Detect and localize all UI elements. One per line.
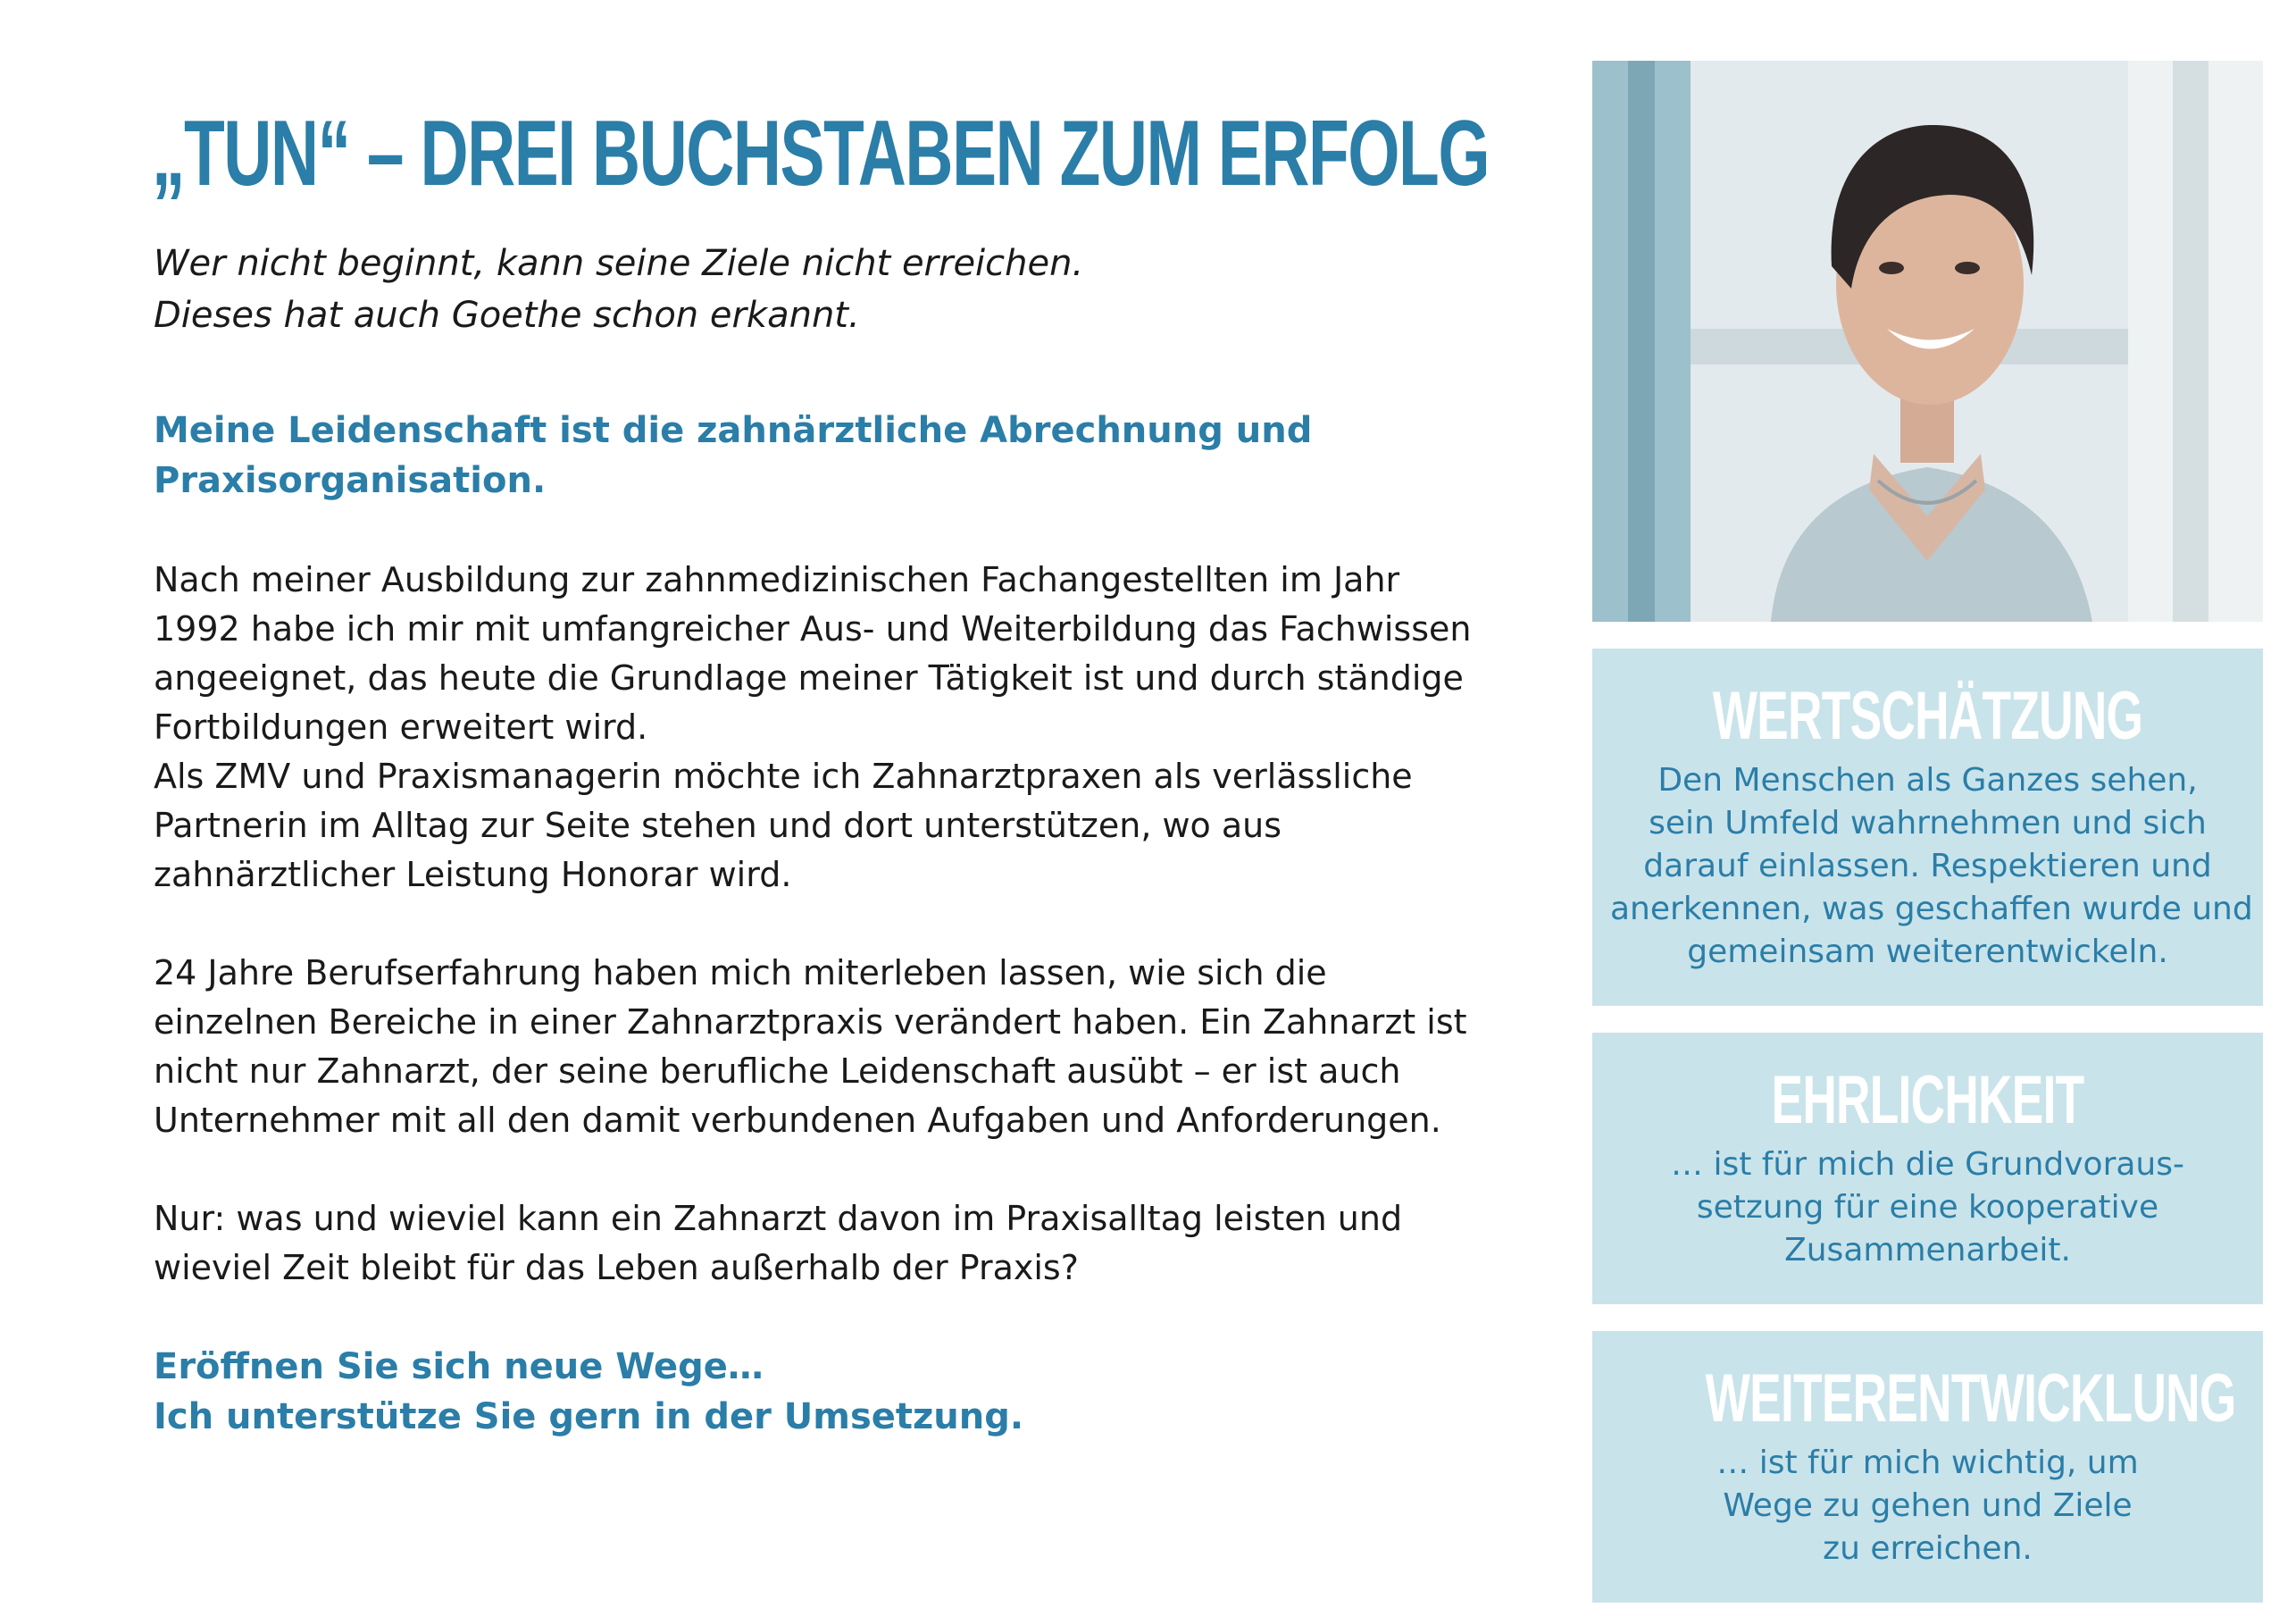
text-line: Nach meiner Ausbildung zur zahnmedizinischen Fachangestellten im Jahr — [154, 560, 1400, 599]
card-line: anerkennen, was geschaffen wurde und — [1610, 891, 2253, 927]
quote-line: Wer nicht beginnt, kann seine Ziele nicht erreichen. — [154, 243, 1084, 284]
paragraph-experience — [154, 949, 1493, 1145]
card-text — [1610, 1143, 2245, 1272]
text-line: Fortbildungen erweitert wird. — [154, 708, 648, 747]
portrait-illustration — [1592, 61, 2263, 622]
card-line: darauf einlassen. Respektieren und — [1643, 848, 2212, 884]
value-card-wertschaetzung — [1592, 649, 2263, 1006]
card-line: Zusammenarbeit. — [1784, 1232, 2071, 1269]
card-line: gemeinsam weiterentwickeln. — [1687, 934, 2168, 970]
card-title: WERTSCHÄTZUNG — [1712, 678, 2143, 754]
text-line: zahnärztlicher Leistung Honorar wird. — [154, 855, 792, 894]
card-text — [1610, 1442, 2245, 1570]
goethe-quote — [154, 238, 1491, 341]
card-line: setzung für eine kooperative — [1696, 1189, 2159, 1226]
paragraph-career — [154, 556, 1493, 900]
body-text — [154, 556, 1493, 1293]
card-line: … ist für mich die Grundvoraus- — [1671, 1146, 2184, 1183]
closing-line: Eröffnen Sie sich neue Wege… — [154, 1346, 764, 1387]
card-line: Wege zu gehen und Ziele — [1723, 1487, 2133, 1524]
card-line: Den Menschen als Ganzes sehen, — [1657, 762, 2198, 799]
card-text — [1610, 759, 2253, 974]
text-line: 24 Jahre Berufserfahrung haben mich miterleben lassen, wie sich die — [154, 953, 1327, 992]
text-line: Partnerin im Alltag zur Seite stehen und dort unterstützen, wo aus — [154, 806, 1282, 845]
text-line: Nur: was und wieviel kann ein Zahnarzt davon im Praxisalltag leisten und — [154, 1199, 1403, 1238]
paragraph-question — [154, 1194, 1493, 1293]
text-line: einzelnen Bereiche in einer Zahnarztpraxis verändert haben. Ein Zahnarzt ist — [154, 1002, 1467, 1042]
portrait-photo — [1592, 61, 2263, 622]
text-line: wieviel Zeit bleibt für das Leben außerhalb der Praxis? — [154, 1248, 1079, 1287]
card-line: sein Umfeld wahrnehmen und sich — [1649, 805, 2207, 841]
text-line: angeeignet, das heute die Grundlage meiner Tätigkeit ist und durch ständige — [154, 658, 1464, 698]
text-line: Unternehmer mit all den damit verbundenen Aufgaben und Anforderungen. — [154, 1101, 1441, 1140]
card-line: … ist für mich wichtig, um — [1716, 1444, 2139, 1481]
value-card-ehrlichkeit — [1592, 1033, 2263, 1304]
card-line: zu erreichen. — [1823, 1530, 2033, 1567]
text-line: 1992 habe ich mir mit umfangreicher Aus- und Weiterbildung das Fachwissen — [154, 609, 1472, 649]
closing-statement — [154, 1342, 1491, 1442]
page-title: „TUN“ – DREI BUCHSTABEN ZUM ERFOLG — [152, 102, 1490, 205]
lead-line: Praxisorganisation. — [154, 460, 547, 501]
lead-statement — [154, 406, 1422, 506]
text-line: nicht nur Zahnarzt, der seine berufliche Leidenschaft ausübt – er ist auch — [154, 1051, 1401, 1091]
card-title: WEITERENTWICKLUNG — [1705, 1361, 2236, 1436]
main-column — [152, 102, 1491, 1442]
value-card-weiterentwicklung — [1592, 1331, 2263, 1603]
quote-line: Dieses hat auch Goethe schon erkannt. — [154, 295, 860, 336]
lead-line: Meine Leidenschaft ist die zahnärztliche Abrechnung und — [154, 410, 1313, 451]
closing-line: Ich unterstütze Sie gern in der Umsetzung. — [154, 1396, 1024, 1437]
text-line: Als ZMV und Praxismanagerin möchte ich Zahnarztpraxen als verlässliche — [154, 757, 1413, 796]
card-title: EHRLICHKEIT — [1771, 1062, 2084, 1138]
side-column — [1592, 61, 2263, 1603]
